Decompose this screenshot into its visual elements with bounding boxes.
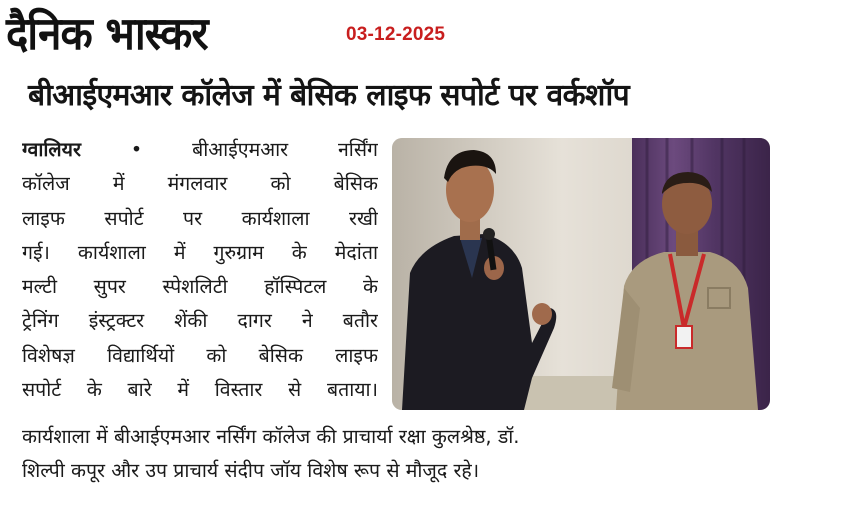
article-line: लाइफ सपोर्ट पर कार्यशाला रखी bbox=[22, 206, 378, 230]
article-line: मल्टी सुपर स्पेशलिटी हॉस्पिटल के bbox=[22, 275, 378, 299]
article-body-column bbox=[22, 133, 378, 407]
article-line: कार्यशाला में बीआईएमआर नर्सिंग कॉलेज की प्राचार्या रक्षा कुलश्रेष्ठ, डॉ. bbox=[22, 425, 520, 448]
article-body-wide bbox=[22, 420, 812, 488]
photo-illustration bbox=[392, 138, 770, 410]
article-line: गई। कार्यशाला में गुरुग्राम के मेदांता bbox=[22, 240, 378, 264]
article-line: ट्रेनिंग इंस्ट्रक्टर शेंकी दागर ने बतौर bbox=[22, 309, 378, 333]
article-line bbox=[22, 133, 378, 167]
article-line: विशेषज्ञ विद्यार्थियों को बेसिक लाइफ bbox=[22, 343, 378, 367]
dateline: ग्वालियर bbox=[22, 138, 81, 161]
article-headline: बीआईएमआर कॉलेज में बेसिक लाइफ सपोर्ट पर वर्कशॉप bbox=[28, 78, 630, 113]
article-photo bbox=[392, 138, 770, 410]
bullet-separator: • bbox=[130, 138, 193, 161]
article-line: सपोर्ट के बारे में विस्तार से बताया। bbox=[22, 378, 378, 402]
newspaper-logo: दैनिक भास्कर bbox=[6, 6, 208, 60]
article-line: कॉलेज में मंगलवार को बेसिक bbox=[22, 172, 378, 196]
article-line: शिल्पी कपूर और उप प्राचार्य संदीप जॉय विशेष रूप से मौजूद रहे। bbox=[22, 459, 480, 482]
publication-date: 03-12-2025 bbox=[346, 24, 446, 45]
masthead bbox=[6, 8, 208, 60]
article-line-text: बीआईएमआर नर्सिंग bbox=[192, 138, 378, 161]
